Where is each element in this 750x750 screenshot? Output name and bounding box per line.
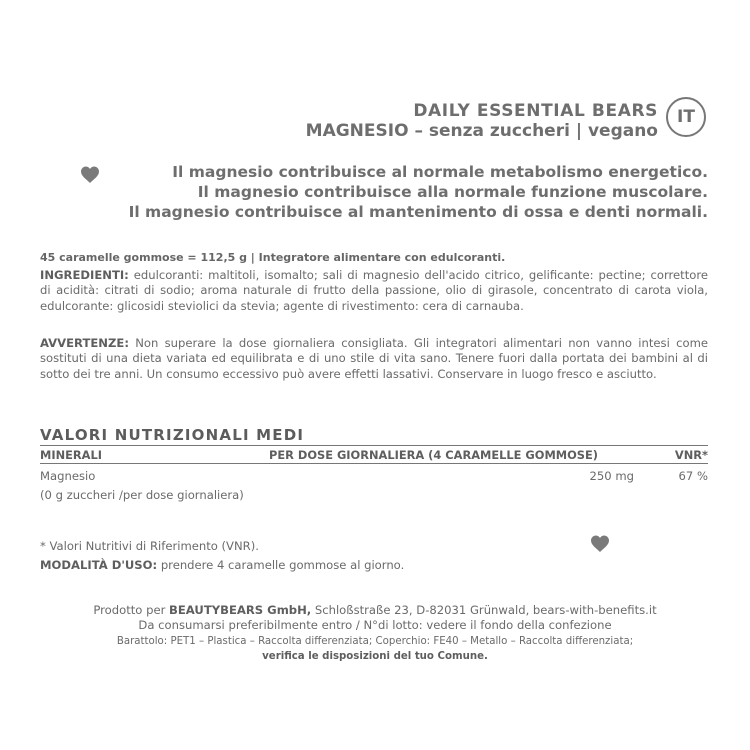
vnr-footnote: * Valori Nutritivi di Riferimento (VNR). [40, 539, 259, 553]
health-claim: Il magnesio contribuisce alla normale funzione muscolare. [197, 183, 708, 201]
product-name: DAILY ESSENTIAL BEARS [413, 101, 658, 121]
usage-instructions [40, 558, 404, 572]
sugar-note: (0 g zuccheri /per dose giornaliera) [40, 488, 244, 502]
heart-icon [80, 165, 100, 185]
table-top-rule [40, 445, 708, 446]
column-header-minerals: MINERALI [40, 448, 102, 462]
column-header-vnr: VNR* [674, 448, 708, 462]
ingredients-label: INGREDIENTI: [40, 268, 129, 282]
warnings-paragraph [40, 336, 708, 382]
usage-text: prendere 4 caramelle gommose al giorno. [157, 558, 405, 572]
best-before-line: Da consumarsi preferibilmente entro / N°di lotto: vedere il fondo della confezione [138, 618, 612, 632]
ingredients-paragraph [40, 268, 708, 314]
producer-address: Schloßstraße 23, D-82031 Grünwald, bears-with-benefits.it [311, 603, 657, 617]
table-cell-vnr: 67 % [678, 469, 708, 483]
health-claim: Il magnesio contribuisce al mantenimento di ossa e denti normali. [128, 203, 708, 221]
producer-name: BEAUTYBEARS GmbH, [169, 603, 312, 617]
table-cell-amount: 250 mg [589, 469, 634, 483]
producer-prefix: Prodotto per [93, 603, 170, 617]
heart-icon [590, 534, 610, 554]
producer-line [0, 603, 750, 617]
ingredients-text: edulcoranti: maltitoli, isomalto; sali di magnesio dell'acido citrico, gelificante: pectine; correttore di acidità: citrati di sodio; aroma naturale di frutto della passione, olio di girasole, concentrato di carota viola, edulcorante: glicosidi steviolici da stevia; agente di rivestimento: cera di carnauba. [40, 268, 708, 313]
usage-label: MODALITÀ D'USO: [40, 558, 158, 572]
table-cell-mineral: Magnesio [40, 469, 96, 483]
health-claim: Il magnesio contribuisce al normale metabolismo energetico. [172, 163, 708, 181]
product-subtitle: MAGNESIO – senza zuccheri | vegano [305, 121, 658, 141]
table-header-rule [40, 463, 708, 464]
recycling-line: Barattolo: PET1 – Plastica – Raccolta differenziata; Coperchio: FE40 – Metallo – Raccolta differenziata; [116, 636, 634, 647]
nutrition-title: VALORI NUTRIZIONALI MEDI [40, 426, 305, 444]
language-badge: IT [666, 97, 706, 137]
warnings-label: AVVERTENZE: [40, 336, 129, 350]
column-header-daily-dose: PER DOSE GIORNALIERA (4 CARAMELLE GOMMOSE) [269, 448, 598, 462]
recycling-note: verifica le disposizioni del tuo Comune. [262, 651, 488, 662]
warnings-text: Non superare la dose giornaliera consigliata. Gli integratori alimentari non vanno intesi come sostituti di una dieta variata ed equilibrata e di uno stile di vita sano. Tenere fuori dalla portata dei bambini al di sotto dei tre anni. Un consumo eccessivo può avere effetti lassativi. Conservare in luogo fresco e asciutto. [40, 336, 708, 381]
package-info: 45 caramelle gommose = 112,5 g | Integratore alimentare con edulcoranti. [40, 251, 506, 264]
